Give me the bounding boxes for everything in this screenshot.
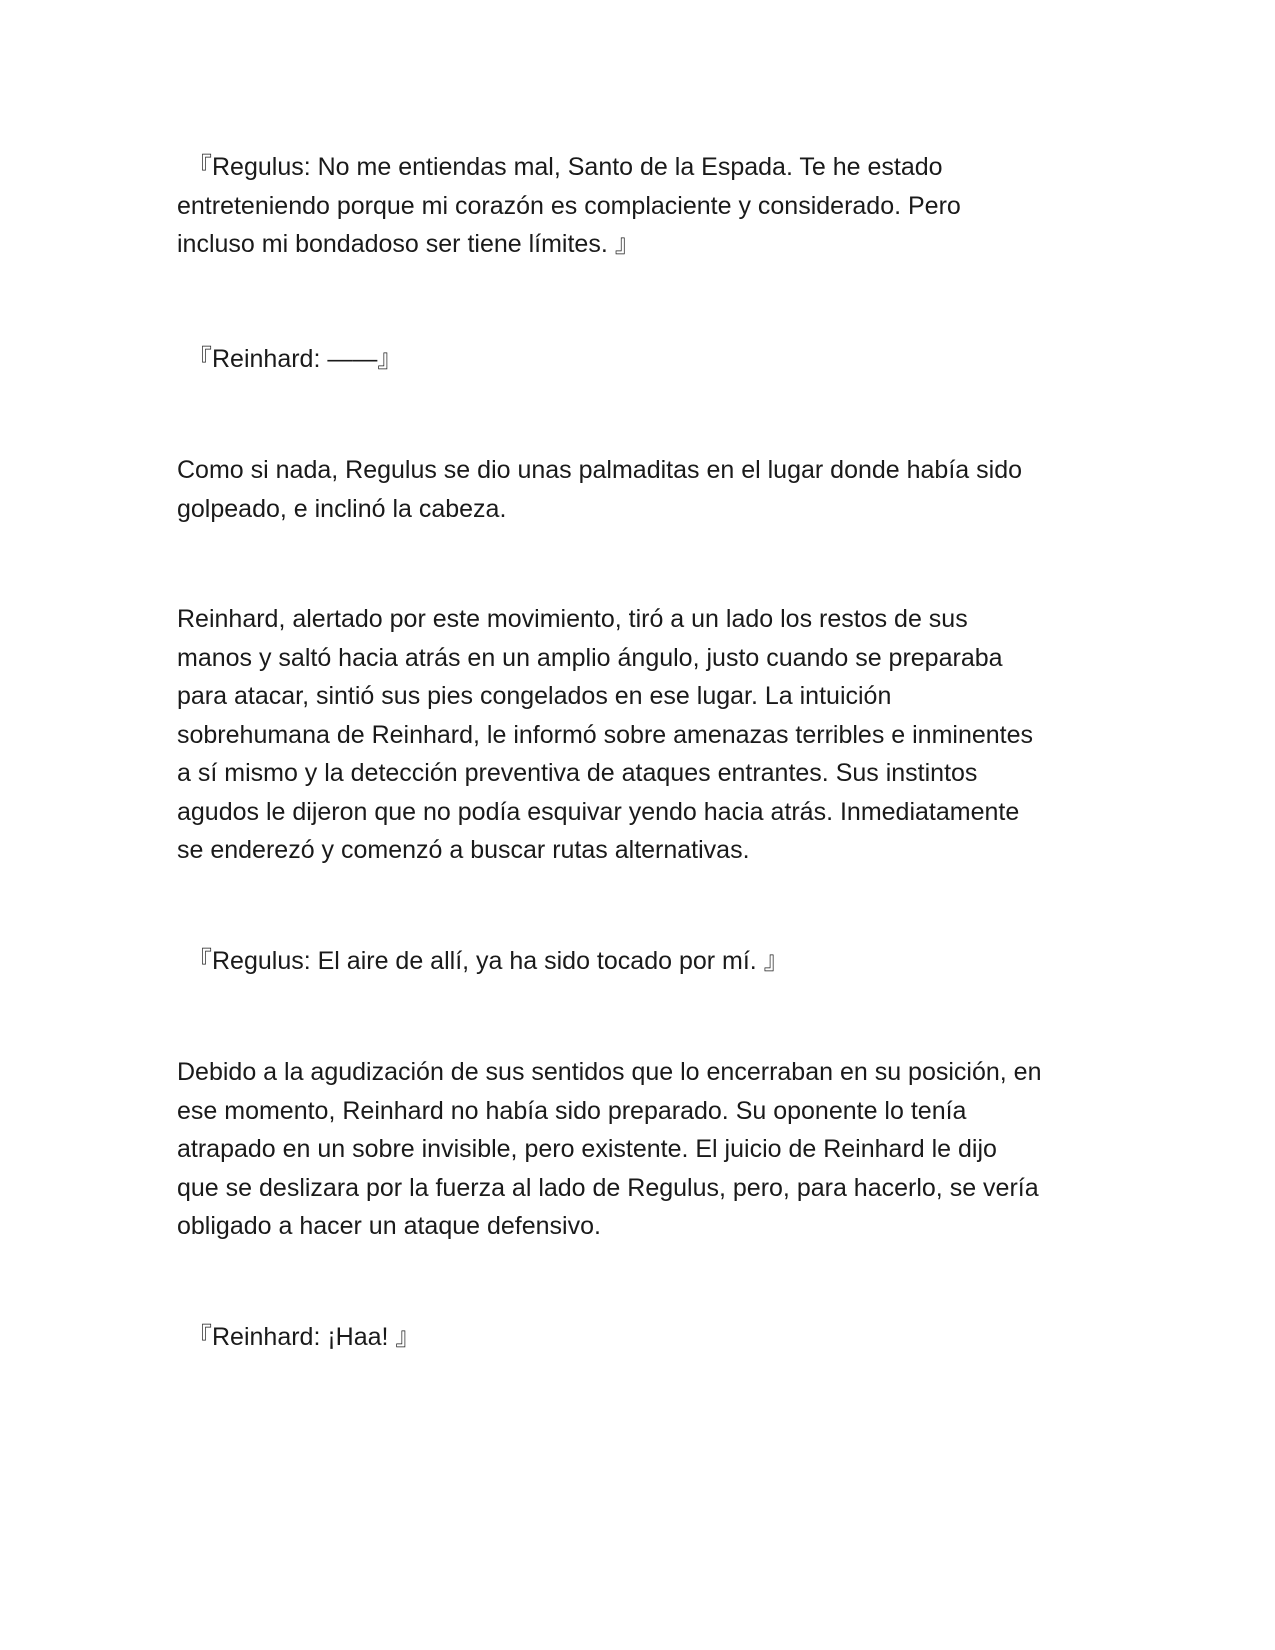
text-line: que se deslizara por la fuerza al lado de Regulus, pero, para hacerlo, se vería	[177, 1173, 1039, 1202]
dialogue-regulus-air	[187, 942, 1127, 981]
text-line: ese momento, Reinhard no había sido preparado. Su oponente lo tenía	[177, 1096, 967, 1125]
dialogue-regulus-warning	[177, 148, 1127, 264]
text-line: atrapado en un sobre invisible, pero existente. El juicio de Reinhard le dijo	[177, 1135, 997, 1163]
text-line: Debido a la agudización de sus sentidos que lo encerraban en su posición, en	[177, 1058, 1042, 1086]
text-line: incluso mi bondadoso ser tiene límites. 』	[177, 230, 640, 258]
text-line: golpeado, e inclinó la cabeza.	[177, 494, 507, 523]
text-line: Reinhard, alertado por este movimiento, tiró a un lado los restos de sus	[177, 605, 968, 633]
text-line: manos y saltó hacia atrás en un amplio ángulo, justo cuando se preparaba	[177, 643, 1003, 672]
narration-reinhard-trapped	[177, 1053, 1117, 1246]
text-line: obligado a hacer un ataque defensivo.	[177, 1212, 601, 1240]
text-line: 『Reinhard: ——』	[187, 345, 403, 373]
narration-regulus-pats	[177, 451, 1117, 528]
text-line: a sí mismo y la detección preventiva de ataques entrantes. Sus instintos	[177, 759, 978, 787]
text-line: 『Reinhard: ¡Haa! 』	[187, 1323, 421, 1351]
text-line: para atacar, sintió sus pies congelados en ese lugar. La intuición	[177, 682, 892, 710]
text-line: agudos le dijeron que no podía esquivar yendo hacia atrás. Inmediatamente	[177, 797, 1020, 826]
text-line: 『Regulus: El aire de allí, ya ha sido tocado por mí. 』	[187, 947, 789, 975]
text-line: Como si nada, Regulus se dio unas palmaditas en el lugar donde había sido	[177, 456, 1022, 484]
text-line: sobrehumana de Reinhard, le informó sobre amenazas terribles e inminentes	[177, 720, 1034, 749]
text-line: se enderezó y comenzó a buscar rutas alternativas.	[177, 836, 750, 864]
text-line: 『Regulus: No me entiendas mal, Santo de la Espada. Te he estado	[187, 153, 943, 181]
dialogue-reinhard-silence	[187, 340, 1127, 379]
dialogue-reinhard-haa	[187, 1318, 1127, 1357]
narration-reinhard-intuition	[177, 600, 1117, 870]
text-line: entreteniendo porque mi corazón es complaciente y considerado. Pero	[177, 191, 961, 220]
